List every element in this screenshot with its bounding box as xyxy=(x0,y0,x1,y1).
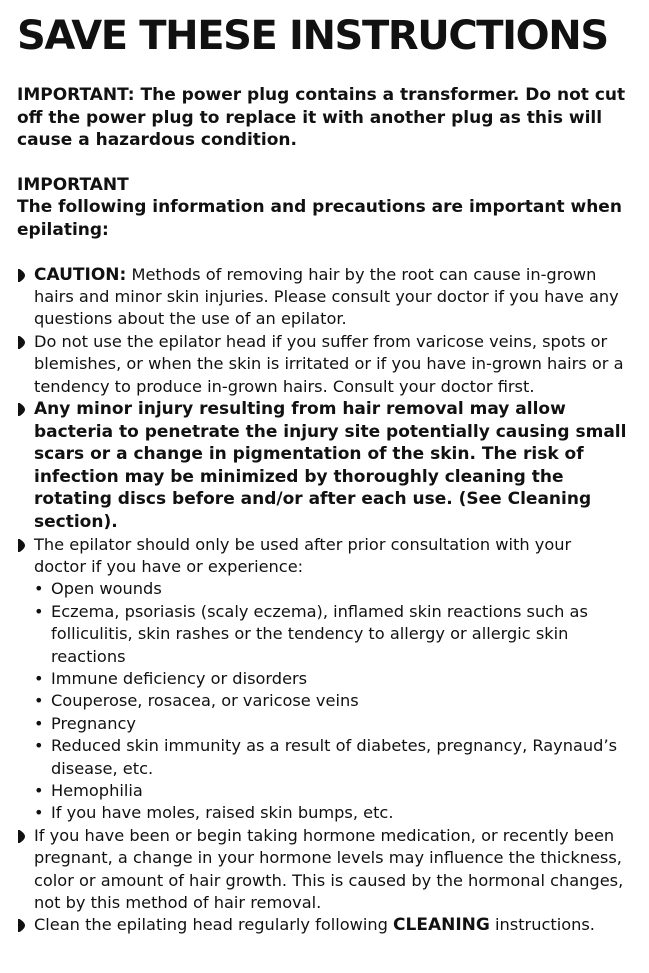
list-item-injury xyxy=(17,398,627,534)
injury-text: Any minor injury resulting from hair removal may allow bacteria to penetrate the injury site potentially causing small scars or a change in pigmentation of the skin. The risk of infection may be minimized by thoroughly cleaning the rotating discs before and/or after each use. (See Cleaning section). xyxy=(34,399,627,532)
cleaning-text-post: instructions. xyxy=(489,915,595,935)
bullet-dot-icon: • xyxy=(34,601,44,621)
condition-item: • Immune deficiency or disorders xyxy=(34,668,627,690)
cleaning-keyword: CLEANING xyxy=(393,915,490,936)
bullet-dot-icon: • xyxy=(34,713,44,733)
bullet-dot-icon: • xyxy=(34,669,44,688)
precautions-heading xyxy=(17,174,627,242)
cleaning-text-pre: Clean the epilating head regularly following xyxy=(34,915,394,935)
bullet-dot-icon: • xyxy=(34,736,44,756)
bullet-dot-icon: • xyxy=(34,803,44,823)
page-title: SAVE THESE INSTRUCTIONS xyxy=(17,13,608,59)
hormone-text: If you have been or begin taking hormone medication, or recently been pregnant, a change in your hormone levels may influence the thickness, color or amount of hair growth. This is caused by the hormonal changes, not by this method of hair removal. xyxy=(34,825,624,913)
bullet-dot-icon: • xyxy=(34,579,44,599)
bullet-dot-icon: • xyxy=(34,781,44,801)
list-item-varicose xyxy=(17,331,627,398)
varicose-text: Do not use the epilator head if you suffer from varicose veins, spots or blemishes, or when the skin is irritated or if you have in-grown hairs or a tendency to produce in-grown hairs. Consult your doctor first. xyxy=(34,331,624,396)
condition-item: • Reduced skin immunity as a result of diabetes, pregnancy, Raynaud’s disease, etc. xyxy=(34,736,618,778)
caution-text: Methods of removing hair by the root can cause in-grown hairs and minor skin injuries. Please consult your doctor if you have any questions about the use of an epilator. xyxy=(34,264,619,329)
bullet-marker-icon xyxy=(18,830,25,843)
bullet-marker-icon xyxy=(18,269,25,282)
important-plug-notice: IMPORTANT: The power plug contains a transformer. Do not cut off the power plug to replace it with another plug as this will cause a hazardous condition. xyxy=(17,85,626,151)
condition-item: • Couperose, rosacea, or varicose veins xyxy=(34,690,627,712)
important-heading: IMPORTANT xyxy=(17,174,129,195)
list-item-caution xyxy=(17,264,627,331)
list-item-cleaning xyxy=(17,914,627,936)
list-item-consult xyxy=(17,534,627,825)
caution-label: CAUTION: xyxy=(34,264,127,285)
bullet-marker-icon xyxy=(18,539,25,552)
consult-text: The epilator should only be used after prior consultation with your doctor if you have or experience: xyxy=(34,534,572,576)
precautions-list xyxy=(17,264,627,937)
list-item-hormone xyxy=(17,825,627,915)
bullet-marker-icon xyxy=(18,403,25,416)
condition-item: • Eczema, psoriasis (scaly eczema), inflamed skin reactions such as folliculitis, skin rashes or the tendency to allergy or allergic skin reactions xyxy=(34,601,588,666)
bullet-dot-icon: • xyxy=(34,691,44,711)
bullet-marker-icon xyxy=(18,919,25,932)
condition-item: • Pregnancy xyxy=(34,713,627,735)
conditions-list xyxy=(34,578,627,824)
condition-item: • Open wounds xyxy=(34,578,627,600)
condition-item: • If you have moles, raised skin bumps, etc. xyxy=(34,802,627,824)
precautions-intro: The following information and precautions are important when epilating: xyxy=(17,197,622,240)
instructions-page xyxy=(17,10,627,937)
bullet-marker-icon xyxy=(18,336,25,349)
condition-item: • Hemophilia xyxy=(34,780,627,802)
